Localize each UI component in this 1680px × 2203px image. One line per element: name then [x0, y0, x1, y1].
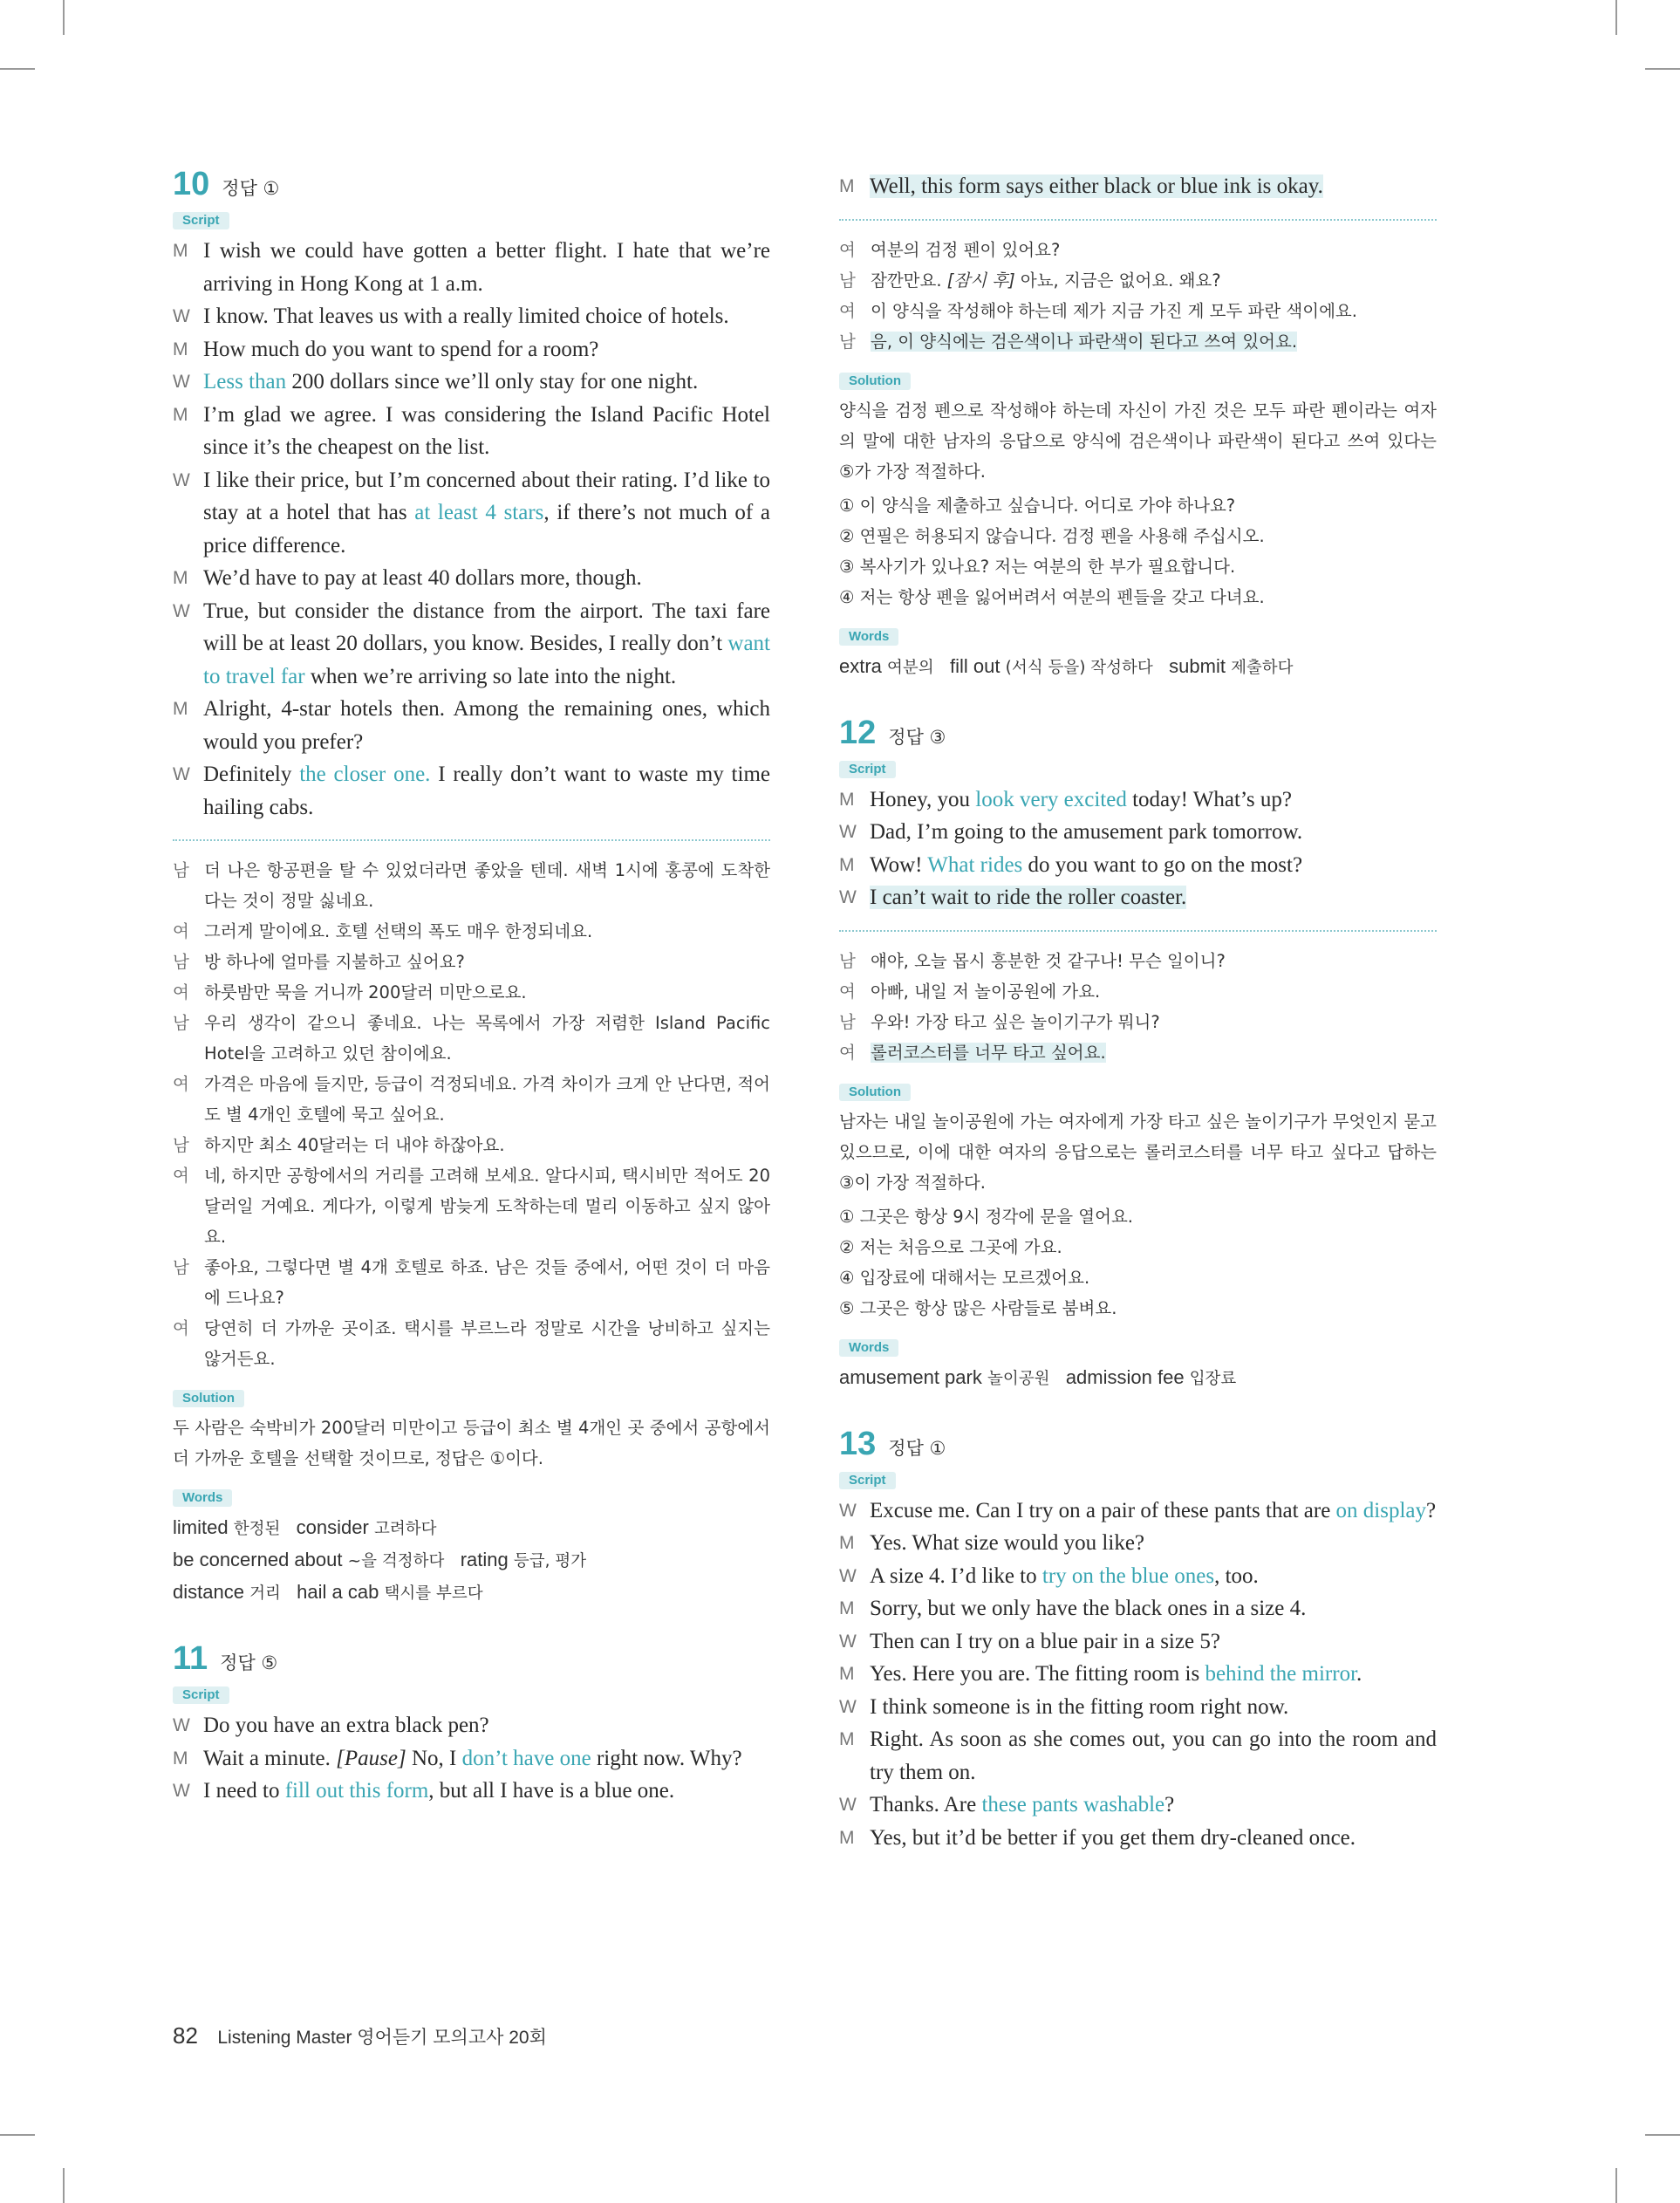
- dialogue-line: [173, 300, 770, 333]
- question-10: [173, 166, 770, 1609]
- solution-text: 두 사람은 숙박비가 200달러 미만이고 등급이 최소 별 4개인 곳 중에서 공항에서 더 가까운 호텔을 선택할 것이므로, 정답은 ①이다.: [173, 1418, 770, 1468]
- text-segment: Less than: [203, 370, 287, 393]
- text-segment: Excuse me. Can I try on a pair of these pants that are: [870, 1498, 1336, 1522]
- dialogue-line: [839, 816, 1437, 849]
- text-segment: want to travel far: [203, 632, 770, 688]
- words-row: [839, 1362, 1437, 1394]
- text-segment: Well, this form says either black or blue ink is okay.: [870, 174, 1323, 198]
- translation-line: [173, 947, 770, 977]
- dialogue-line: [839, 170, 1437, 203]
- speaker-label: M: [173, 339, 188, 359]
- dialogue-text: [870, 170, 1437, 203]
- dialogue-text: [870, 849, 1437, 882]
- translation-line: [173, 977, 770, 1008]
- speaker-label: W: [839, 1500, 857, 1521]
- text-segment: try on the blue ones: [1041, 1563, 1215, 1588]
- dialogue-text: [203, 595, 770, 694]
- solution-tag: Solution: [173, 1390, 244, 1407]
- text-segment: 200 dollars since we’ll only stay for one night.: [286, 370, 699, 393]
- speaker-label: 남: [839, 331, 856, 352]
- dialogue-text: [870, 783, 1437, 817]
- solution-text: 양식을 검정 펜으로 작성해야 하는데 자신이 가진 것은 모두 파란 펜이라는 여자의 말에 대한 남자의 응답으로 양식에 검은색이나 파란색이 된다고 쓰여 있다는 ⑤가 가장 적절하다.: [839, 400, 1437, 482]
- word-meaning: 입장료: [1189, 1369, 1237, 1388]
- speaker-label: 여: [839, 300, 856, 321]
- dialogue-text: [203, 366, 770, 399]
- script-block: [173, 235, 770, 824]
- word-meaning: 제출하다: [1231, 658, 1294, 677]
- translation-text: 더 나은 항공편을 탈 수 있었더라면 좋았을 텐데. 새벽 1시에 홍콩에 도착한다는 것이 정말 싫네요.: [204, 860, 770, 911]
- speaker-label: W: [173, 1715, 190, 1735]
- speaker-label: 여: [173, 1318, 189, 1338]
- word-meaning: 여분의: [887, 658, 934, 677]
- speaker-label: W: [839, 1631, 857, 1652]
- translation-line: [173, 1160, 770, 1252]
- crop-mark: [1645, 68, 1680, 70]
- text-segment: , if there’s not much of a price difference.: [203, 501, 770, 558]
- dialogue-line: [839, 1592, 1437, 1625]
- dialogue-text: [870, 1691, 1437, 1724]
- script-tag: Script: [173, 1686, 229, 1704]
- dialogue-text: [203, 1742, 770, 1775]
- translation-text: 그러게 말이에요. 호텔 선택의 폭도 매우 한정되네요.: [204, 921, 593, 941]
- text-segment: I need to: [203, 1779, 285, 1803]
- text-segment: fill out this form: [284, 1779, 429, 1803]
- speaker-label: W: [839, 822, 857, 842]
- words-tag: Words: [839, 628, 898, 646]
- word-term: amusement park: [839, 1365, 982, 1388]
- words-row: [173, 1577, 770, 1609]
- word-term: rating: [460, 1549, 509, 1570]
- text-segment: I can’t wait to ride the roller coaster.: [870, 886, 1187, 909]
- text-segment: 이 양식을 작성해야 하는데 제가 지금 가진 게 모두 파란 색이에요.: [871, 300, 1357, 321]
- dialogue-text: [203, 235, 770, 300]
- dialogue-text: [870, 1658, 1437, 1691]
- dialogue-line: [839, 1822, 1437, 1855]
- dialogue-text: [203, 399, 770, 464]
- dialogue-line: [173, 399, 770, 464]
- option-item: ⑤ 그곳은 항상 많은 사람들로 붐벼요.: [839, 1297, 1117, 1318]
- book-title: Listening Master 영어듣기 모의고사 20회: [217, 2028, 547, 2048]
- script-block: [839, 1495, 1437, 1855]
- dialogue-line: [173, 1775, 770, 1808]
- translation-line: [173, 1252, 770, 1313]
- translation-text: [871, 1037, 1437, 1068]
- speaker-label: M: [839, 1729, 855, 1749]
- answer-label: 정답 ①: [888, 1437, 946, 1459]
- speaker-label: M: [173, 568, 188, 588]
- text-segment: Yes. Here you are. The fitting room is: [870, 1662, 1205, 1686]
- text-segment: the closer one.: [299, 763, 431, 786]
- question-11: [173, 1640, 770, 1808]
- dialogue-text: [203, 464, 770, 563]
- dialogue-line: [839, 1527, 1437, 1560]
- speaker-label: W: [839, 1565, 857, 1586]
- dialogue-text: [870, 1789, 1437, 1822]
- text-segment: What rides: [927, 852, 1023, 877]
- crop-mark: [1645, 2134, 1680, 2136]
- text-segment: I wish we could have gotten a better flight. I hate that we’re arriving in Hong Kong at 1 a.m.: [203, 239, 770, 296]
- translation-text: [871, 1007, 1437, 1037]
- word-meaning: (서식 등을) 작성하다: [1005, 658, 1153, 677]
- text-segment: right now. Why?: [591, 1746, 742, 1770]
- dotted-divider: [839, 930, 1437, 932]
- translation-text: 당연히 더 가까운 곳이죠. 택시를 부르느라 정말로 시간을 낭비하고 싶지는 않거든요.: [204, 1318, 770, 1369]
- crop-mark: [63, 0, 65, 35]
- words-row: [173, 1512, 770, 1544]
- dialogue-text: [203, 333, 770, 366]
- translation-text: [871, 235, 1437, 265]
- text-segment: I like their price, but I’m concerned about their rating. I’d like to stay at a hotel that has: [203, 468, 770, 524]
- text-segment: 아빠, 내일 저 놀이공원에 가요.: [871, 981, 1101, 1002]
- question-number: 10: [173, 166, 210, 202]
- speaker-label: W: [173, 469, 190, 490]
- text-segment: Sorry, but we only have the black ones in a size 4.: [870, 1597, 1307, 1620]
- word-meaning: ~을 걱정하다: [347, 1552, 445, 1570]
- translation-text: 좋아요, 그렇다면 별 4개 호텔로 하죠. 남은 것들 중에서, 어떤 것이 더 마음에 드나요?: [204, 1257, 770, 1308]
- words-list: [839, 651, 1437, 683]
- left-column: [173, 166, 770, 1808]
- translation-line: [173, 1130, 770, 1160]
- dialogue-line: [173, 1709, 770, 1742]
- option-item: ① 그곳은 항상 9시 정각에 문을 열어요.: [839, 1206, 1133, 1227]
- text-segment: Then can I try on a blue pair in a size 5?: [870, 1629, 1220, 1653]
- dialogue-line: [839, 1495, 1437, 1528]
- text-segment: these pants washable: [981, 1793, 1165, 1816]
- speaker-label: M: [173, 1748, 188, 1769]
- dialogue-text: [870, 881, 1437, 914]
- dialogue-line: [839, 1560, 1437, 1593]
- question-header: [173, 1640, 770, 1678]
- right-column: [839, 170, 1437, 1854]
- translation-line: [173, 1008, 770, 1069]
- answer-label: 정답 ③: [888, 726, 946, 748]
- dotted-divider: [173, 839, 770, 841]
- translation-line: [173, 855, 770, 916]
- speaker-label: M: [839, 1827, 855, 1848]
- text-segment: I know. That leaves us with a really limited choice of hotels.: [203, 304, 729, 328]
- dialogue-text: [870, 1495, 1437, 1528]
- speaker-label: W: [839, 887, 857, 907]
- word-meaning: 한정된: [233, 1520, 281, 1538]
- speaker-label: 남: [173, 860, 189, 880]
- translation-line: [839, 1037, 1437, 1068]
- option-item: ④ 저는 항상 펜을 잃어버려서 여분의 펜들을 갖고 다녀요.: [839, 586, 1265, 607]
- dialogue-line: [173, 562, 770, 595]
- text-segment: 롤러코스터를 너무 타고 싶어요.: [871, 1042, 1106, 1063]
- speaker-label: M: [839, 789, 855, 810]
- text-segment: behind the mirror: [1205, 1662, 1357, 1686]
- question-number: 13: [839, 1425, 877, 1462]
- text-segment: Wow!: [870, 852, 928, 877]
- speaker-label: 여: [173, 921, 189, 941]
- speaker-label: 남: [173, 1013, 189, 1033]
- speaker-label: 여: [839, 239, 856, 260]
- option-item: ④ 입장료에 대해서는 모르겠어요.: [839, 1267, 1090, 1288]
- question-header: [173, 166, 770, 203]
- speaker-label: W: [173, 372, 190, 392]
- speaker-label: 여: [839, 981, 856, 1002]
- dialogue-line: [173, 235, 770, 300]
- speaker-label: 여: [173, 1166, 189, 1186]
- translation-line: [839, 1007, 1437, 1037]
- text-segment: 아뇨, 지금은 없어요. 왜요?: [1014, 270, 1221, 291]
- word-meaning: 택시를 부르다: [384, 1584, 483, 1603]
- translation-text: 네, 하지만 공항에서의 거리를 고려해 보세요. 알다시피, 택시비만 적어도 20달러일 거예요. 게다가, 이렇게 밤늦게 도착하는데 멀리 이동하고 싶지 않아요.: [204, 1166, 770, 1247]
- words-tag: Words: [839, 1339, 898, 1357]
- crop-mark: [63, 2168, 65, 2203]
- text-segment: at least 4 stars: [414, 501, 544, 524]
- text-segment: Thanks. Are: [870, 1793, 982, 1816]
- solution-text: 남자는 내일 놀이공원에 가는 여자에게 가장 타고 싶은 놀이기구가 무엇인지 묻고 있으므로, 이에 대한 여자의 응답으로는 롤러코스터를 너무 타고 싶다고 답하는 ③이 가장 적절하다.: [839, 1111, 1437, 1193]
- dialogue-text: [870, 816, 1437, 849]
- word-meaning: 거리: [249, 1584, 281, 1603]
- text-segment: True, but consider the distance from the airport. The taxi fare will be at least 20 dollars, you know. Besides, I really don’t: [203, 599, 770, 655]
- speaker-label: W: [173, 306, 190, 326]
- text-segment: ?: [1164, 1793, 1175, 1816]
- text-segment: 얘야, 오늘 몹시 흥분한 것 같구나! 무슨 일이니?: [871, 950, 1226, 971]
- text-segment: Wait a minute.: [203, 1746, 337, 1770]
- speaker-label: 여: [173, 1074, 189, 1094]
- words-list: [839, 1362, 1437, 1394]
- dialogue-text: [203, 300, 770, 333]
- speaker-label: 남: [839, 950, 856, 971]
- question-header: [839, 1426, 1437, 1463]
- text-segment: Alright, 4-star hotels then. Among the remaining ones, which would you prefer?: [203, 697, 770, 754]
- speaker-label: W: [173, 764, 190, 784]
- speaker-label: M: [173, 404, 188, 425]
- speaker-label: 남: [839, 270, 856, 291]
- question-13: [839, 1426, 1437, 1855]
- words-row: [173, 1544, 770, 1577]
- words-list: [173, 1512, 770, 1609]
- translation-line: [173, 916, 770, 947]
- dialogue-text: [203, 1709, 770, 1742]
- translation-text: [871, 265, 1437, 296]
- dialogue-text: [870, 1527, 1437, 1560]
- speaker-label: 남: [839, 1011, 856, 1032]
- dialogue-line: [839, 881, 1437, 914]
- translation-block: [173, 855, 770, 1374]
- dialogue-text: [203, 562, 770, 595]
- text-segment: Yes. What size would you like?: [870, 1531, 1145, 1555]
- question-11-continued: [839, 170, 1437, 683]
- translation-line: [839, 296, 1437, 326]
- text-segment: , too.: [1214, 1563, 1259, 1588]
- dialogue-line: [173, 333, 770, 366]
- translation-line: [839, 976, 1437, 1007]
- dialogue-line: [173, 1742, 770, 1775]
- dialogue-text: [870, 1592, 1437, 1625]
- text-segment: 잠깐만요.: [871, 270, 947, 291]
- option-item: ② 저는 처음으로 그곳에 가요.: [839, 1236, 1062, 1257]
- word-term: admission fee: [1065, 1365, 1185, 1388]
- text-segment: 음, 이 양식에는 검은색이나 파란색이 된다고 쓰여 있어요.: [871, 331, 1298, 352]
- text-segment: No, I: [406, 1746, 462, 1770]
- dialogue-line: [839, 783, 1437, 817]
- speaker-label: M: [839, 176, 855, 196]
- speaker-label: W: [839, 1795, 857, 1815]
- words-row: [839, 651, 1437, 683]
- dialogue-text: [203, 758, 770, 824]
- option-item: ② 연필은 허용되지 않습니다. 검정 펜을 사용해 주십시오.: [839, 525, 1265, 546]
- dialogue-line: [839, 849, 1437, 882]
- translation-text: [871, 296, 1437, 326]
- translation-text: [871, 326, 1437, 357]
- text-segment: .: [1356, 1662, 1362, 1686]
- question-header: [839, 715, 1437, 752]
- text-segment: look very excited: [975, 787, 1127, 811]
- translation-line: [839, 946, 1437, 976]
- word-term: hail a cab: [297, 1581, 379, 1603]
- translation-text: 가격은 마음에 들지만, 등급이 걱정되네요. 가격 차이가 크게 안 난다면, 적어도 별 4개인 호텔에 묵고 싶어요.: [204, 1074, 770, 1125]
- speaker-label: M: [173, 699, 188, 719]
- dialogue-line: [173, 464, 770, 563]
- translation-line: [839, 326, 1437, 357]
- speaker-label: 여: [839, 1042, 856, 1063]
- script-tag: Script: [839, 1472, 896, 1489]
- text-segment: Yes, but it’d be better if you get them dry-cleaned once.: [870, 1825, 1356, 1850]
- text-segment: [Pause]: [336, 1746, 406, 1770]
- translation-block: [839, 946, 1437, 1068]
- words-tag: Words: [173, 1489, 232, 1507]
- text-segment: do you want to go on the most?: [1022, 852, 1303, 877]
- speaker-label: W: [839, 1696, 857, 1717]
- text-segment: Dad, I’m going to the amusement park tomorrow.: [870, 820, 1303, 844]
- dialogue-line: [839, 1691, 1437, 1724]
- crop-mark: [0, 2134, 35, 2136]
- dialogue-text: [870, 1625, 1437, 1659]
- question-12: [839, 715, 1437, 1394]
- word-term: extra: [839, 654, 882, 677]
- option-item: ① 이 양식을 제출하고 싶습니다. 어디로 가야 하나요?: [839, 495, 1236, 516]
- answer-label: 정답 ①: [222, 178, 280, 199]
- translation-line: [173, 1069, 770, 1130]
- dialogue-line: [839, 1723, 1437, 1789]
- answer-label: 정답 ⑤: [220, 1652, 278, 1673]
- page-footer: [173, 2022, 547, 2049]
- word-meaning: 등급, 평가: [513, 1552, 587, 1570]
- text-segment: We’d have to pay at least 40 dollars more, though.: [203, 566, 642, 590]
- translation-line: [173, 1313, 770, 1374]
- speaker-label: M: [839, 1533, 855, 1553]
- translation-text: [871, 976, 1437, 1007]
- speaker-label: 남: [173, 1257, 189, 1277]
- text-segment: Honey, you: [870, 787, 976, 811]
- question-number: 11: [173, 1640, 208, 1677]
- speaker-label: M: [839, 854, 855, 875]
- text-segment: , but all I have is a blue one.: [428, 1779, 675, 1803]
- translation-line: [839, 265, 1437, 296]
- speaker-label: 남: [173, 952, 189, 972]
- script-block: [839, 783, 1437, 914]
- script-block: [839, 170, 1437, 203]
- script-tag: Script: [839, 761, 896, 778]
- speaker-label: 남: [173, 1135, 189, 1155]
- dialogue-line: [173, 693, 770, 758]
- text-segment: on display: [1335, 1498, 1427, 1522]
- dialogue-line: [839, 1789, 1437, 1822]
- word-term: distance: [173, 1581, 244, 1603]
- dialogue-text: [203, 1775, 770, 1808]
- text-segment: don’t have one: [461, 1746, 591, 1770]
- translation-text: 하지만 최소 40달러는 더 내야 하잖아요.: [204, 1135, 505, 1155]
- translation-text: 하룻밤만 묵을 거니까 200달러 미만으로요.: [204, 982, 527, 1002]
- text-segment: 여분의 검정 펜이 있어요?: [871, 239, 1061, 260]
- text-segment: today! What’s up?: [1126, 787, 1292, 811]
- speaker-label: 여: [173, 982, 189, 1002]
- page-number: 82: [173, 2022, 198, 2049]
- word-term: limited: [173, 1516, 229, 1538]
- text-segment: A size 4. I’d like to: [870, 1563, 1042, 1588]
- speaker-label: M: [173, 241, 188, 261]
- crop-mark: [1615, 2168, 1617, 2203]
- translation-line: [839, 235, 1437, 265]
- text-segment: Definitely: [203, 763, 300, 786]
- word-meaning: 놀이공원: [987, 1369, 1050, 1388]
- crop-mark: [1615, 0, 1617, 35]
- speaker-label: M: [839, 1598, 855, 1618]
- translation-text: 우리 생각이 같으니 좋네요. 나는 목록에서 가장 저렴한 Island Pacific Hotel을 고려하고 있던 참이에요.: [204, 1013, 770, 1064]
- word-term: be concerned about: [173, 1549, 343, 1570]
- text-segment: I’m glad we agree. I was considering the Island Pacific Hotel since it’s the cheapest on the list.: [203, 402, 770, 459]
- dialogue-line: [839, 1625, 1437, 1659]
- text-segment: when we’re arriving so late into the night.: [304, 664, 677, 688]
- word-term: submit: [1169, 654, 1226, 677]
- dialogue-line: [173, 595, 770, 694]
- text-segment: 우와! 가장 타고 싶은 놀이기구가 뭐니?: [871, 1011, 1160, 1032]
- text-segment: How much do you want to spend for a room?: [203, 337, 599, 361]
- question-number: 12: [839, 714, 877, 751]
- word-meaning: 고려하다: [373, 1520, 437, 1538]
- solution-tag: Solution: [839, 373, 911, 390]
- solution-tag: Solution: [839, 1084, 911, 1101]
- text-segment: I think someone is in the fitting room right now.: [870, 1694, 1289, 1719]
- speaker-label: W: [173, 1781, 190, 1801]
- translation-block: [839, 235, 1437, 357]
- dialogue-text: [870, 1560, 1437, 1593]
- text-segment: [잠시 후]: [946, 270, 1015, 291]
- script-tag: Script: [173, 212, 229, 229]
- crop-mark: [0, 68, 35, 70]
- text-segment: Do you have an extra black pen?: [203, 1714, 489, 1737]
- text-segment: Right. As soon as she comes out, you can go into the room and try them on.: [870, 1728, 1437, 1784]
- text-segment: I really don’t want to waste my time hailing cabs.: [203, 763, 770, 819]
- dialogue-line: [173, 758, 770, 824]
- option-item: ③ 복사기가 있나요? 저는 여분의 한 부가 필요합니다.: [839, 556, 1236, 577]
- word-term: consider: [296, 1516, 369, 1538]
- translation-text: 방 하나에 얼마를 지불하고 싶어요?: [204, 952, 465, 972]
- dialogue-text: [203, 693, 770, 758]
- dotted-divider: [839, 219, 1437, 221]
- dialogue-text: [870, 1822, 1437, 1855]
- dialogue-line: [173, 366, 770, 399]
- text-segment: ?: [1426, 1498, 1437, 1522]
- dialogue-text: [870, 1723, 1437, 1789]
- word-term: fill out: [950, 654, 1000, 677]
- script-block: [173, 1709, 770, 1808]
- translation-text: [871, 946, 1437, 976]
- speaker-label: W: [173, 600, 190, 621]
- speaker-label: M: [839, 1664, 855, 1684]
- dialogue-line: [839, 1658, 1437, 1691]
